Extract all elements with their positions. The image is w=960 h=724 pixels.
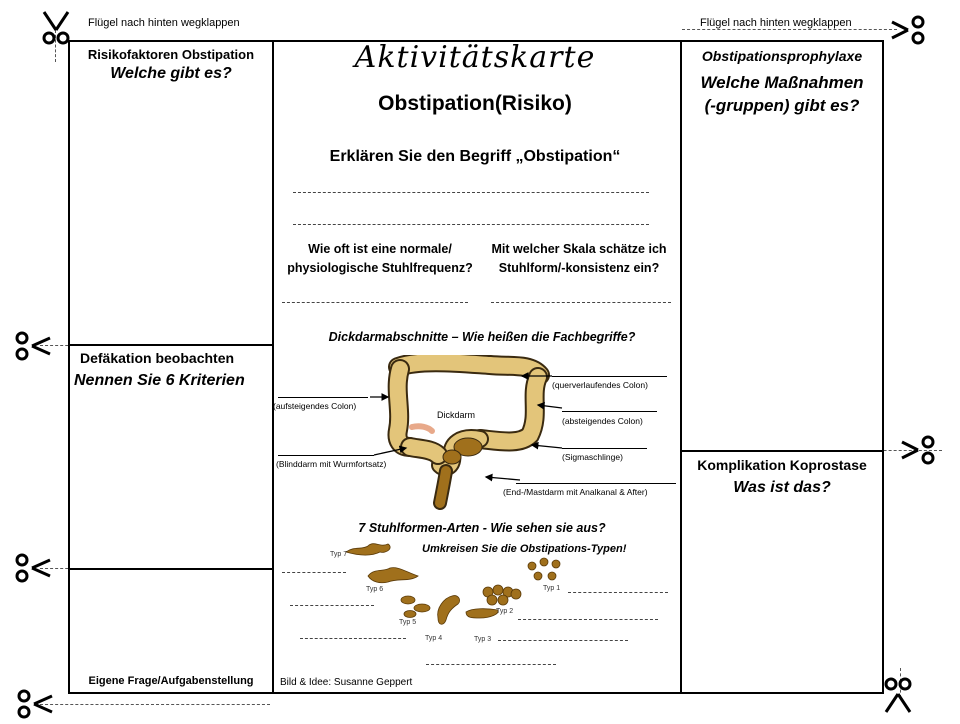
answer-line [491,302,671,303]
answer-line [518,619,658,620]
scissors-icon [36,8,76,48]
scissors-icon [12,548,52,588]
colon-arrows [270,360,690,500]
scissors-icon [14,684,54,724]
defecation-title: Defäkation beobachten [80,350,235,366]
stool-type-6 [368,568,418,583]
flap-hint-left: Flügel nach hinten wegklappen [88,17,240,29]
cut-line [40,704,270,705]
answer-line [290,605,374,606]
arrow-sigmoid [532,445,562,448]
define-question: Erklären Sie den Begriff „Obstipation“ [329,148,621,165]
complication-title: Komplikation Koprostase [697,457,867,473]
colon-question: Dickdarmabschnitte – Wie heißen die Fachbegriffe? [328,330,636,344]
prophylaxis-question-2: (-gruppen) gibt es? [704,96,860,115]
defecation-question: Nennen Sie 6 Kriterien [74,372,245,389]
scale-question-1: Mit welcher Skala schätze ich [491,242,667,256]
answer-line [282,302,468,303]
complication-question: Was ist das? [733,479,831,496]
colon-label-rectum: (End-/Mastdarm mit Analkanal & After) [503,487,648,497]
stool-type-5 [401,596,430,618]
scissors-icon [12,326,52,366]
own-question-label: Eigene Frage/Aufgabenstellung [88,675,254,687]
colon-center-label: Dickdarm [437,410,476,420]
stool-type-7 [346,544,390,555]
type-label-4: Typ 4 [425,635,443,642]
credit-text: Bild & Idee: Susanne Geppert [280,677,413,688]
type-label-2: Typ 2 [496,608,514,615]
type-label-3: Typ 3 [474,636,492,643]
answer-line [498,640,628,641]
type-label-1: Typ 1 [543,585,561,592]
page-title: Obstipation(Risiko) [378,92,572,115]
colon-label-cecum: (Blinddarm mit Wurmfortsatz) [276,459,387,469]
answer-line [293,192,649,193]
risk-question: Welche gibt es? [110,65,232,82]
scale-question-2: Stuhlform/-konsistenz ein? [498,261,660,275]
stool-question: 7 Stuhlformen-Arten - Wie sehen sie aus? [358,521,606,535]
type-label-6: Typ 6 [366,586,384,593]
stool-type-2 [483,585,521,605]
risk-panel [68,40,274,346]
answer-line [293,224,649,225]
frequency-question-1: Wie oft ist eine normale/ [308,242,452,256]
cut-line [682,29,897,30]
arrow-cecum [374,448,406,455]
stool-type-3 [466,609,498,618]
risk-title: Risikofaktoren Obstipation [87,47,255,62]
scissors-icon [890,10,930,50]
answer-line [426,664,556,665]
stool-type-4 [438,596,460,625]
arrow-descending [538,405,562,408]
stool-instruction: Umkreisen Sie die Obstipations-Typen! [422,543,627,555]
prophylaxis-question-1: Welche Maßnahmen [700,73,864,92]
stool-type-1 [528,558,560,580]
answer-line [282,572,346,573]
colon-label-ascending: (aufsteigendes Colon) [273,401,357,411]
scissors-icon [878,676,918,716]
type-label-7: Typ 7 [330,551,348,558]
type-label-5: Typ 5 [399,619,417,626]
answer-line [300,638,406,639]
colon-label-sigmoid: (Sigmaschlinge) [562,452,623,462]
frequency-question-2: physiologische Stuhlfrequenz? [287,261,473,275]
colon-label-descending: (absteigendes Colon) [562,416,643,426]
prophylaxis-title: Obstipationsprophylaxe [701,48,863,64]
script-title: Aktivitätskarte [354,40,596,75]
scissors-icon [900,430,940,470]
answer-line [568,592,668,593]
colon-label-transverse: (querverlaufendes Colon) [552,380,648,390]
arrow-rectum [486,477,520,480]
flap-hint-right: Flügel nach hinten wegklappen [700,17,852,29]
